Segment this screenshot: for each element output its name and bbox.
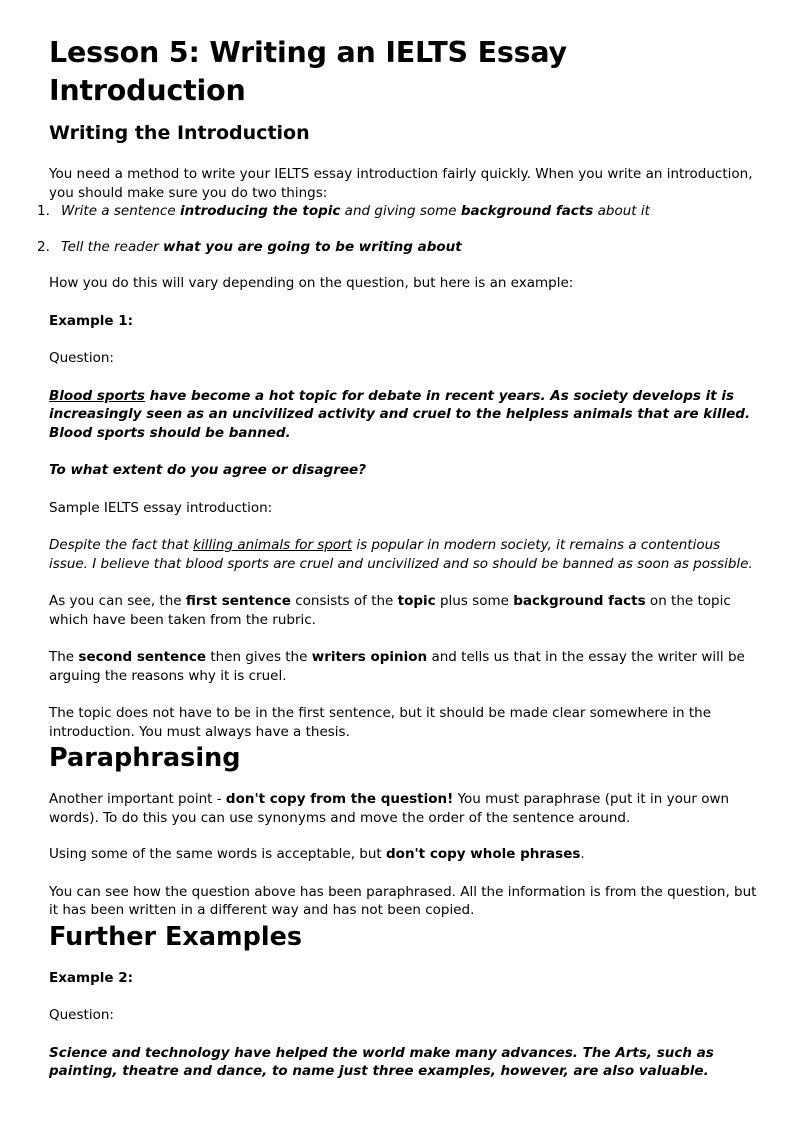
example-1-label: Example 1: [49, 312, 134, 329]
list-item: 1. Write a sentence introducing the topic and giving some background facts about it [37, 203, 650, 219]
section-subtitle: Writing the Introduction [49, 122, 310, 144]
explanation-paragraph-3: The topic does not have to be in the first sentence, but it should be made clear somewhere in the introduction. You must always have a thesis. [49, 705, 712, 740]
steps-list [37, 202, 761, 256]
page-title: Lesson 5: Writing an IELTS Essay Introduction [49, 36, 567, 107]
paraphrasing-paragraph-2: Using some of the same words is acceptable, but don't copy whole phrases. [49, 846, 585, 862]
explanation-paragraph-2: The second sentence then gives the writers opinion and tells us that in the essay the writer will be arguing the reasons why it is cruel. [49, 649, 745, 684]
paraphrasing-paragraph-3: You can see how the question above has been paraphrased. All the information is from the question, but it has been written in a different way and has not been copied. [49, 883, 757, 918]
example-1-question: Blood sports have become a hot topic for debate in recent years. As society develops it is increasingly seen as an uncivilized activity and cruel to the helpless animals that are killed. Blood sports should be banned. [49, 387, 751, 441]
paraphrasing-paragraph-1: Another important point - don't copy from the question! You must paraphrase (put it in your own words). To do this you can use synonyms and move the order of the sentence around. [49, 791, 730, 826]
document-page [37, 34, 761, 1081]
list-item: 2. Tell the reader what you are going to be writing about [37, 238, 462, 255]
explanation-paragraph-1: As you can see, the first sentence consists of the topic plus some background facts on the topic which have been taken from the rubric. [49, 593, 731, 628]
paraphrasing-heading: Paraphrasing [49, 743, 241, 773]
intro-paragraph: You need a method to write your IELTS essay introduction fairly quickly. When you write an introduction, you should make sure you do two things: [49, 166, 753, 201]
further-examples-heading: Further Examples [49, 921, 303, 952]
list-number: 2. [37, 238, 50, 255]
sample-intro-text: Despite the fact that killing animals for sport is popular in modern society, it remains a contentious issue. I believe that blood sports are cruel and uncivilized and so should be banned as soon as possible. [49, 537, 753, 572]
example-2-question: Science and technology have helped the world make many advances. The Arts, such as painting, theatre and dance, to name just three examples, however, are also valuable. [49, 1044, 714, 1079]
example-2-label: Example 2: [49, 969, 134, 986]
example-1-question-label: Question: [49, 350, 114, 366]
list-number: 1. [37, 203, 50, 219]
example-2-question-label: Question: [49, 1007, 114, 1023]
example-1-prompt: To what extent do you agree or disagree? [49, 462, 367, 478]
how-paragraph: How you do this will vary depending on the question, but here is an example: [49, 275, 574, 291]
sample-intro-label: Sample IELTS essay introduction: [49, 499, 273, 516]
